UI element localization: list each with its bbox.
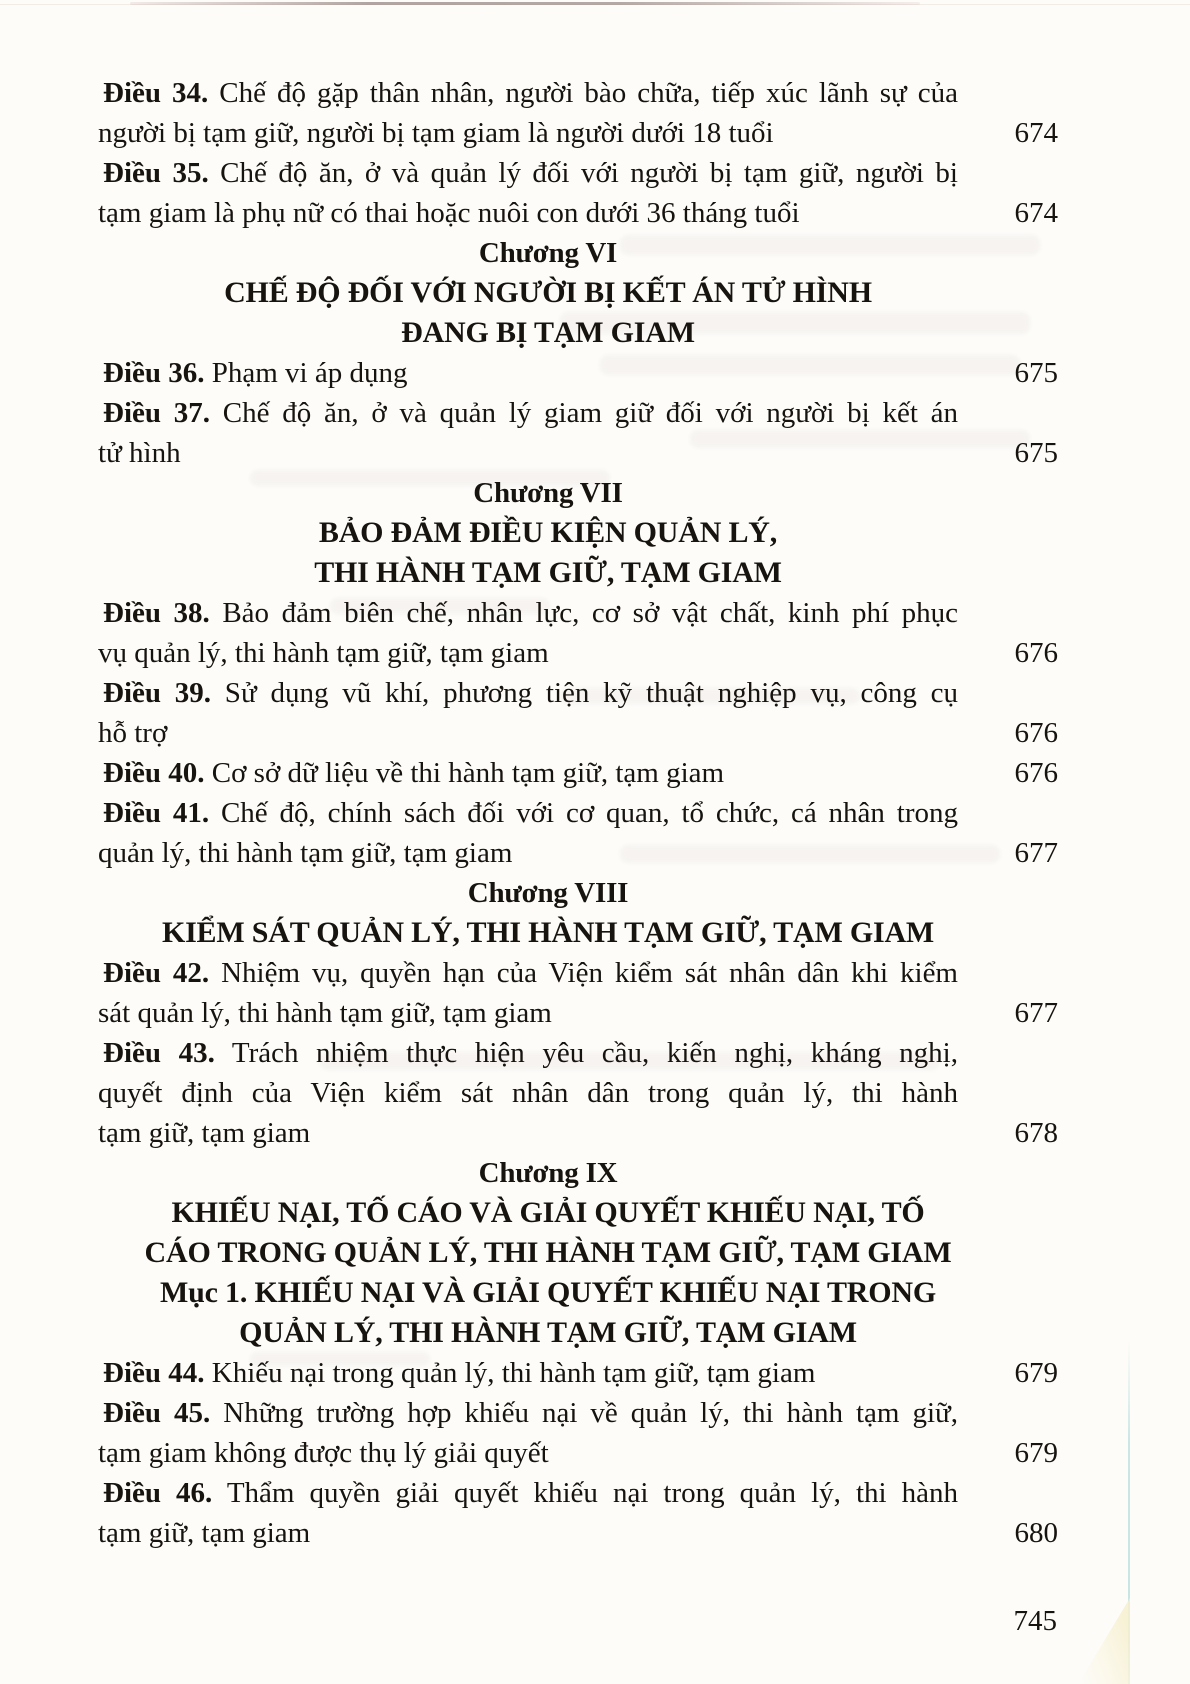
footer-page-number: 745 <box>1013 1605 1057 1637</box>
entry-text-line: người bị tạm giữ, người bị tạm giam là người dưới 18 tuổi 674 <box>98 113 1058 153</box>
heading-line: KIỂM SÁT QUẢN LÝ, THI HÀNH TẠM GIỮ, TẠM GIAM <box>161 916 935 949</box>
entry-page-number: 676 <box>1014 717 1058 749</box>
entry-number-label: Điều 39. <box>103 677 212 709</box>
entry-text-line: quản lý, thi hành tạm giữ, tạm giam 677 <box>98 833 1058 873</box>
entry-page-number: 674 <box>1014 197 1058 229</box>
toc-entry-article <box>98 673 1058 753</box>
heading-line: KHIẾU NẠI, TỐ CÁO VÀ GIẢI QUYẾT KHIẾU NẠI, TỐ <box>171 1196 925 1229</box>
heading-line: CHẾ ĐỘ ĐỐI VỚI NGƯỜI BỊ KẾT ÁN TỬ HÌNH <box>224 276 872 309</box>
heading-line: Chương VII <box>473 477 623 509</box>
entry-number-label: Điều 35. <box>103 157 209 189</box>
toc-entry-chapter-title <box>98 513 1058 593</box>
entry-number-label: Điều 43. <box>103 1037 215 1069</box>
page-curl-artifact <box>1078 1598 1130 1684</box>
entry-page-number: 676 <box>1014 757 1058 789</box>
entry-text-line: Điều 44. Khiếu nại trong quản lý, thi hành tạm giữ, tạm giam 679 <box>98 1353 1058 1393</box>
entry-text-line: sát quản lý, thi hành tạm giữ, tạm giam 677 <box>98 993 1058 1033</box>
entry-text-line: quyết định của Viện kiểm sát nhân dân trong quản lý, thi hành <box>98 1077 958 1109</box>
heading-line: ĐANG BỊ TẠM GIAM <box>401 316 695 349</box>
toc-entry-article <box>98 1353 1058 1393</box>
toc-entry-article <box>98 953 1058 1033</box>
heading-line: QUẢN LÝ, THI HÀNH TẠM GIỮ, TẠM GIAM <box>239 1316 857 1349</box>
entry-text-line: hỗ trợ 676 <box>98 713 1058 753</box>
toc-entry-chapter <box>98 473 1058 513</box>
toc-entry-article <box>98 1473 1058 1553</box>
entry-text-line: vụ quản lý, thi hành tạm giữ, tạm giam 676 <box>98 633 1058 673</box>
toc-entry-chapter-title <box>98 273 1058 353</box>
scan-edge-artifact <box>0 4 1190 5</box>
toc-entry-section-title <box>98 1273 1058 1353</box>
entry-number-label: Điều 37. <box>103 397 211 429</box>
entry-text-line: Điều 41. Chế độ, chính sách đối với cơ quan, tổ chức, cá nhân trong <box>103 797 958 829</box>
entry-text-line: tạm giữ, tạm giam 678 <box>98 1113 1058 1153</box>
entry-text-line: tạm giam không được thụ lý giải quyết 679 <box>98 1433 1058 1473</box>
entry-number-label: Điều 40. <box>103 757 205 789</box>
entry-text-line: tạm giam là phụ nữ có thai hoặc nuôi con dưới 36 tháng tuổi 674 <box>98 193 1058 233</box>
entry-number-label: Điều 36. <box>103 357 205 389</box>
heading-line: Chương VIII <box>467 877 629 909</box>
entry-text-line: tạm giữ, tạm giam 680 <box>98 1513 1058 1553</box>
toc-entry-article <box>98 153 1058 233</box>
entry-text-line: tử hình 675 <box>98 433 1058 473</box>
toc-entry-article <box>98 1033 1058 1153</box>
entry-text-line: Điều 42. Nhiệm vụ, quyền hạn của Viện kiểm sát nhân dân khi kiểm <box>103 957 958 989</box>
entry-number-label: Điều 46. <box>103 1477 213 1509</box>
toc-entry-article <box>98 353 1058 393</box>
entry-page-number: 679 <box>1014 1437 1058 1469</box>
entry-text-line: Điều 36. Phạm vi áp dụng 675 <box>98 353 1058 393</box>
entry-number-label: Điều 44. <box>103 1357 205 1389</box>
toc-entry-article <box>98 593 1058 673</box>
entry-page-number: 675 <box>1014 357 1058 389</box>
entry-page-number: 680 <box>1014 1517 1058 1549</box>
toc-entry-chapter-title <box>98 1193 1058 1273</box>
entry-number-label: Điều 38. <box>103 597 210 629</box>
toc-entry-article <box>98 393 1058 473</box>
entry-text-line: Điều 34. Chế độ gặp thân nhân, người bào chữa, tiếp xúc lãnh sự của <box>103 77 958 109</box>
entry-page-number: 675 <box>1014 437 1058 469</box>
heading-line: THI HÀNH TẠM GIỮ, TẠM GIAM <box>314 556 782 589</box>
entry-text-line: Điều 38. Bảo đảm biên chế, nhân lực, cơ sở vật chất, kinh phí phục <box>103 597 958 629</box>
heading-line: CÁO TRONG QUẢN LÝ, THI HÀNH TẠM GIỮ, TẠM GIAM <box>144 1236 952 1269</box>
entry-text-line: Điều 40. Cơ sở dữ liệu về thi hành tạm giữ, tạm giam 676 <box>98 753 1058 793</box>
heading-line: Chương IX <box>478 1157 618 1189</box>
entry-page-number: 679 <box>1014 1357 1058 1389</box>
entry-page-number: 676 <box>1014 637 1058 669</box>
entry-page-number: 677 <box>1014 837 1058 869</box>
toc-entry-chapter <box>98 1153 1058 1193</box>
toc-entry-article <box>98 753 1058 793</box>
entry-page-number: 677 <box>1014 997 1058 1029</box>
toc-entry-chapter-title <box>98 913 1058 953</box>
entry-text-line: Điều 35. Chế độ ăn, ở và quản lý đối với người bị tạm giữ, người bị <box>103 157 958 189</box>
entry-text-line: Điều 46. Thẩm quyền giải quyết khiếu nại trong quản lý, thi hành <box>103 1477 958 1509</box>
toc-entry-chapter <box>98 873 1058 913</box>
toc-entry-article <box>98 793 1058 873</box>
table-of-contents <box>98 73 1058 1553</box>
entry-text-line: Điều 39. Sử dụng vũ khí, phương tiện kỹ thuật nghiệp vụ, công cụ <box>103 677 958 709</box>
entry-number-label: Điều 45. <box>103 1397 211 1429</box>
toc-entry-chapter <box>98 233 1058 273</box>
entry-text-line: Điều 37. Chế độ ăn, ở và quản lý giam giữ đối với người bị kết án <box>103 397 959 429</box>
entry-text-line: Điều 43. Trách nhiệm thực hiện yêu cầu, kiến nghị, kháng nghị, <box>103 1037 958 1069</box>
entry-number-label: Điều 41. <box>103 797 210 829</box>
toc-entry-article <box>98 73 1058 153</box>
entry-text-line: Điều 45. Những trường hợp khiếu nại về quản lý, thi hành tạm giữ, <box>103 1397 959 1429</box>
heading-line: Chương VI <box>478 237 618 269</box>
entry-number-label: Điều 42. <box>103 957 210 989</box>
heading-line: Mục 1. KHIẾU NẠI VÀ GIẢI QUYẾT KHIẾU NẠI TRONG <box>160 1276 936 1309</box>
entry-number-label: Mục 1. <box>160 1276 248 1309</box>
toc-entry-article <box>98 1393 1058 1473</box>
entry-number-label: Điều 34. <box>103 77 209 109</box>
entry-page-number: 678 <box>1014 1117 1058 1149</box>
entry-page-number: 674 <box>1014 117 1058 149</box>
heading-line: BẢO ĐẢM ĐIỀU KIỆN QUẢN LÝ, <box>318 516 778 549</box>
